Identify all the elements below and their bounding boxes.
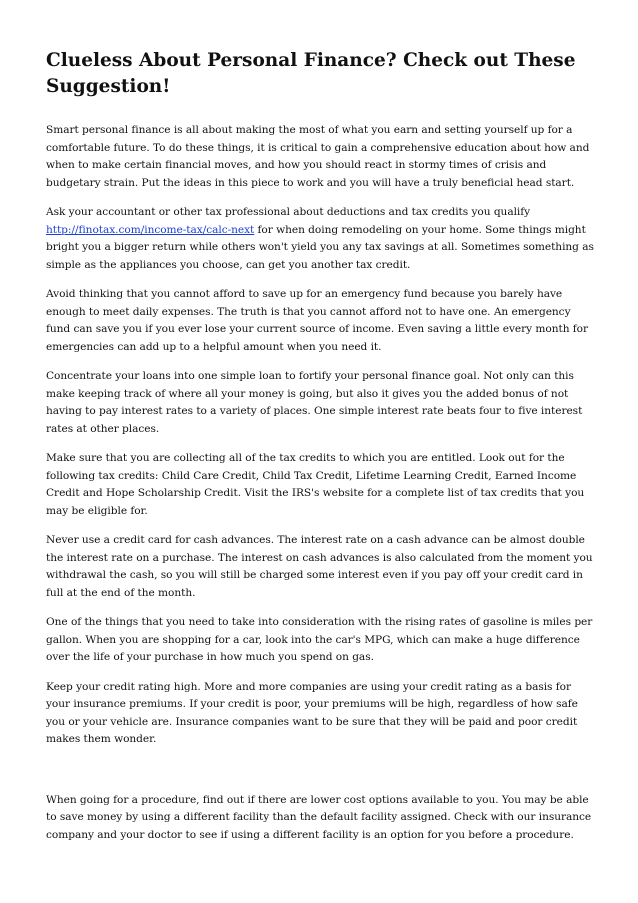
paragraph-procedure: When going for a procedure, find out if there are lower cost options available to you. You may be able to save money by using a different facility than the default facility assigned. Check with our insurance company and your doctor to see if using a different facility is an option for you before a procedure. [46, 793, 592, 841]
paragraph-emergency-fund: Avoid thinking that you cannot afford to save up for an emergency fund because you barely have enough to meet daily expenses. The truth is that you cannot afford not to have one. An emergency fund can save you if you ever lose your current source of income. Even saving a little every month for emergencies can add up to a helpful amount when you need it. [46, 288, 589, 353]
paragraph-intro: Smart personal finance is all about making the most of what you earn and setting yourself up for a comfortable future. To do these things, it is critical to gain a comprehensive education about how and when to make certain financial moves, and how you should react in stormy times of crisis and budgetary strain. Put the ideas in this piece to work and you will have a truly beneficial head start. [46, 124, 590, 189]
paragraph-cash-advances: Never use a credit card for cash advances. The interest rate on a cash advance can be almost double the interest rate on a purchase. The interest on cash advances is also calculated from the moment you withdrawal the cash, so you will still be charged some interest even if you pay off your credit card in full at the end of the month. [46, 534, 593, 599]
paragraph-text: Ask your accountant or other tax professional about deductions and tax credits you qualify [46, 206, 531, 218]
finotax-link[interactable]: http://finotax.com/income-tax/calc-next [46, 223, 255, 236]
paragraph-gas-mileage: One of the things that you need to take into consideration with the rising rates of gasoline is miles per gallon. When you are shopping for a car, look into the car's MPG, which can make a huge difference over the life of your purchase in how much you spend on gas. [46, 616, 593, 663]
paragraph-consolidate-loans: Concentrate your loans into one simple loan to fortify your personal finance goal. Not only can this make keeping track of where all your money is going, but also it gives you the added bonus of not having to pay interest rates to a variety of places. One simple interest rate beats four to five interest rates at other places. [46, 370, 583, 435]
paragraph-text: for when doing remodeling on your home. Some things might bright you a bigger return while others won't yield you any tax savings at all. Sometimes something as simple as the appliances you choose, can get you another tax credit. [46, 223, 594, 271]
paragraph-tax-credits: Make sure that you are collecting all of the tax credits to which you are entitled. Look out for the following tax credits: Child Care Credit, Child Tax Credit, Lifetime Learning Credit, Earned Income Credit and Hope Scholarship Credit. Visit the IRS's website for a complete list of tax credits that you may be eligible for. [46, 452, 585, 517]
document-page [46, 48, 594, 856]
paragraph-credit-rating: Keep your credit rating high. More and more companies are using your credit rating as a basis for your insurance premiums. If your credit is poor, your premiums will be high, regardless of how safe you or your vehicle are. Insurance companies want to be sure that they will be paid and poor credit makes them wonder. [46, 680, 578, 745]
page-title: Clueless About Personal Finance? Check out These Suggestion! [46, 50, 576, 97]
paragraph-tax-deductions [46, 204, 594, 274]
